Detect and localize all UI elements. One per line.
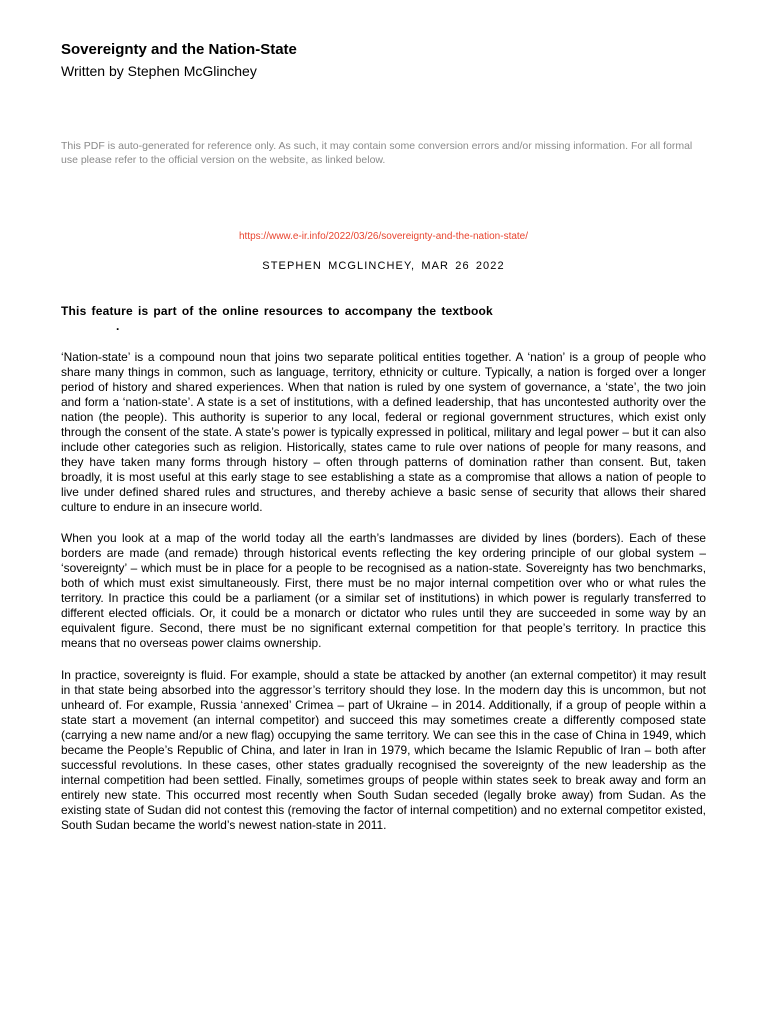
body-paragraph-2: When you look at a map of the world today all the earth’s landmasses are divided by lines (borders). Each of these borders are made (and remade) through historical events reflecting the key ordering principle of our global system – ‘sovereignty’ – which must be in place for a people to be recognised as a nation-state. Sovereignty has two benchmarks, both of which must exist simultaneously. First, there must be no major internal competition over who or what rules the territory. In practice this could be a parliament (or a similar set of institutions) in which power is regularly transferred to different elected officials. Or, it could be a monarch or dictator who rules until they are succeeded in some way by an equivalent figure. Second, there must be no significant external competition for that people’s territory. In practice this means that no overseas power claims ownership. [61, 531, 706, 650]
pdf-disclaimer: This PDF is auto-generated for reference only. As such, it may contain some conversion errors and/or missing information. For all formal use please refer to the official version on the website, as linked below. [61, 140, 693, 166]
feature-note: This feature is part of the online resources to accompany the textbook [61, 304, 493, 318]
document-author: Written by Stephen McGlinchey [61, 63, 257, 79]
feature-note-dot: . [116, 319, 120, 333]
article-byline: STEPHEN MCGLINCHEY, MAR 26 2022 [262, 260, 505, 272]
document-title: Sovereignty and the Nation-State [61, 41, 297, 58]
source-url-link[interactable]: https://www.e-ir.info/2022/03/26/sovereignty-and-the-nation-state/ [238, 231, 529, 242]
body-paragraph-3: In practice, sovereignty is fluid. For example, should a state be attacked by another (an external competitor) it may result in that state being absorbed into the aggressor’s territory should they lose. In the modern day this is uncommon, but not unheard of. For example, Russia ‘annexed’ Crimea – part of Ukraine – in 2014. Additionally, if a group of people within a state start a movement (an internal competitor) and succeed this may sometimes create a differently composed state (carrying a new name and/or a new flag) occupying the same territory. We can see this in the case of China in 1949, which became the People’s Republic of China, and later in Iran in 1979, which became the Islamic Republic of Iran – both after successful revolutions. In these cases, other states gradually recognised the sovereignty of the new leadership as the internal competition had been settled. Finally, sometimes groups of people within states seek to break away and form an entirely new state. This occurred most recently when South Sudan seceded (legally broke away) from Sudan. As the existing state of Sudan did not contest this (removing the factor of internal competition) and no external competitor existed, South Sudan became the world’s newest nation-state in 2011. [61, 668, 706, 832]
body-paragraph-1: ‘Nation-state’ is a compound noun that joins two separate political entities together. A ‘nation’ is a group of people who share many things in common, such as language, territory, ethnicity or culture. Typically, a nation is forged over a longer period of history and shared experiences. When that nation is ruled by one system of governance, a ‘state’, the two join and form a ‘nation-state’. A state is a set of institutions, with a defined leadership, that has uncontested authority over the nation (the people). This authority is superior to any local, federal or regional government structures, which exist only through the consent of the state. A state’s power is typically expressed in political, military and legal power – but it can also include other categories such as religion. Historically, states came to rule over nations of people for many reasons, and they have taken many forms through history – often through patterns of domination rather than consent. But, taken broadly, it is most useful at this early stage to see establishing a state as a compromise that allows a nation of people to live under defined shared rules and structures, and thereby achieve a basic sense of security that allows their shared culture to endure in an insecure world. [61, 350, 706, 514]
